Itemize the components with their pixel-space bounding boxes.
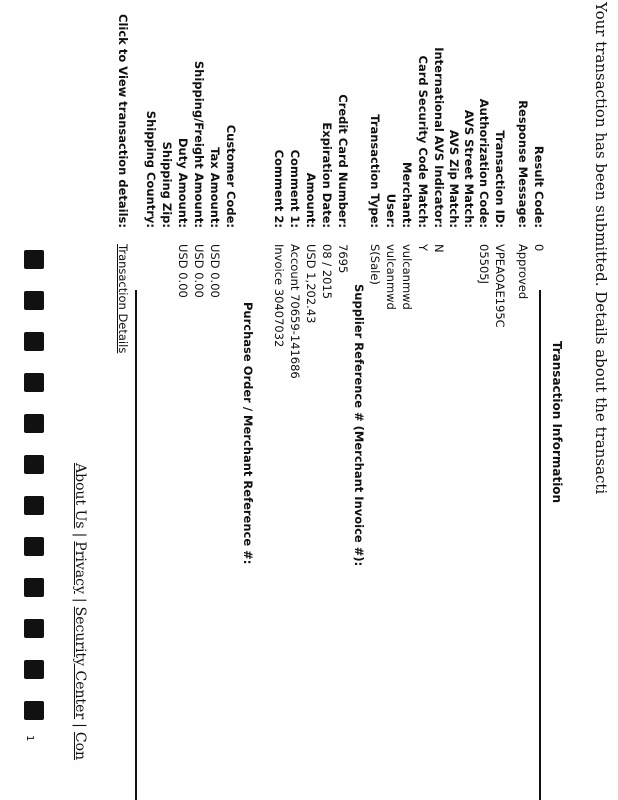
- field-value: USD 1,202.43: [304, 244, 318, 324]
- field-row: [350, 0, 366, 800]
- field-row: [302, 0, 318, 800]
- privacy-link[interactable]: Privacy: [72, 541, 88, 594]
- field-row: [445, 0, 461, 800]
- transaction-details-link[interactable]: Transaction Details: [116, 244, 130, 354]
- field-row: [414, 0, 430, 800]
- field-label: Amount:: [304, 172, 318, 228]
- binding-marks: [24, 250, 44, 720]
- binding-mark: [24, 250, 44, 269]
- field-value: 0: [532, 244, 546, 252]
- contact-link[interactable]: Con: [72, 731, 88, 761]
- po-field-row: [222, 0, 238, 800]
- field-label: Shipping Zip:: [160, 141, 174, 228]
- field-row: [334, 0, 350, 800]
- security-center-link[interactable]: Security Center: [72, 606, 88, 720]
- about-us-link[interactable]: About Us: [72, 463, 88, 529]
- field-row: [530, 0, 546, 800]
- details-label: Click to View transaction details:: [116, 14, 130, 228]
- binding-mark: [24, 414, 44, 433]
- binding-mark: [24, 578, 44, 597]
- field-row: [318, 0, 334, 800]
- field-label: Shipping/Freight Amount:: [192, 60, 206, 228]
- field-label: Comment 1:: [288, 149, 302, 228]
- purchase-order-label: Purchase Order / Merchant Reference #:: [241, 302, 255, 565]
- field-row: [491, 0, 507, 800]
- field-row: [475, 0, 491, 800]
- field-label: International AVS Indicator:: [432, 47, 446, 228]
- field-value: USD 0.00: [192, 244, 206, 298]
- binding-mark: [24, 373, 44, 392]
- field-value: 08 / 2015: [320, 244, 334, 300]
- field-value: VPEAOAE195C: [493, 244, 507, 328]
- details-row: [114, 0, 130, 800]
- field-row: [398, 0, 414, 800]
- binding-mark: [24, 537, 44, 556]
- field-value: Account 70659-141686: [288, 244, 302, 379]
- field-value: USD 0.00: [176, 244, 190, 298]
- page-number: 1: [24, 735, 35, 742]
- field-label: AVS Zip Match:: [447, 129, 461, 228]
- field-value: Invoice 30407032: [272, 244, 286, 348]
- field-row: [286, 0, 302, 800]
- field-value: USD 0.00: [208, 244, 222, 298]
- field-label: Authorization Code:: [477, 98, 491, 228]
- field-value: Y: [416, 244, 430, 252]
- field-value: 7695: [336, 244, 350, 274]
- po-field-row: [174, 0, 190, 800]
- field-value: S(Sale): [368, 244, 382, 285]
- submission-message: Your transaction has been submitted. Details about the transacti: [592, 2, 610, 495]
- po-field-row: [190, 0, 206, 800]
- field-label: Tax Amount:: [208, 147, 222, 228]
- section-title-transaction-information: Transaction Information: [550, 340, 564, 504]
- field-label: Customer Code:: [224, 124, 238, 228]
- field-label: Merchant:: [400, 162, 414, 228]
- field-value: N: [432, 244, 446, 253]
- field-label: Transaction ID:: [493, 130, 507, 228]
- field-row: [430, 0, 446, 800]
- po-field-row: [206, 0, 222, 800]
- binding-mark: [24, 496, 44, 515]
- binding-mark: [24, 619, 44, 638]
- field-label: Expiration Date:: [320, 122, 334, 228]
- field-value: vulcanmwd: [400, 244, 414, 310]
- bottom-divider: [135, 290, 137, 800]
- po-field-row: [142, 0, 158, 800]
- field-label: Supplier Reference # (Merchant Invoice #):: [352, 284, 366, 567]
- binding-mark: [24, 660, 44, 679]
- field-label: AVS Street Match:: [462, 109, 476, 228]
- field-label: Credit Card Number:: [336, 94, 350, 228]
- field-label: Transaction Type:: [368, 114, 382, 228]
- field-label: Result Code:: [532, 145, 546, 228]
- field-label: Shipping Country:: [144, 110, 158, 228]
- binding-mark: [24, 455, 44, 474]
- field-row: [460, 0, 476, 800]
- binding-mark: [24, 701, 44, 720]
- field-value: vulcanmwd: [384, 244, 398, 310]
- footer-links: About Us|Privacy|Security Center|Con: [72, 463, 88, 761]
- field-value: Approved: [516, 244, 530, 300]
- field-row: [514, 0, 530, 800]
- purchase-order-title: [239, 0, 255, 800]
- field-row: [366, 0, 382, 800]
- field-label: Comment 2:: [272, 149, 286, 228]
- field-value: 05505J: [477, 244, 491, 284]
- field-label: User:: [384, 193, 398, 228]
- field-label: Card Security Code Match:: [416, 55, 430, 228]
- field-label: Response Message:: [516, 100, 530, 228]
- binding-mark: [24, 291, 44, 310]
- binding-mark: [24, 332, 44, 351]
- field-row: [270, 0, 286, 800]
- field-label: Duty Amount:: [176, 138, 190, 228]
- field-row: [382, 0, 398, 800]
- po-field-row: [158, 0, 174, 800]
